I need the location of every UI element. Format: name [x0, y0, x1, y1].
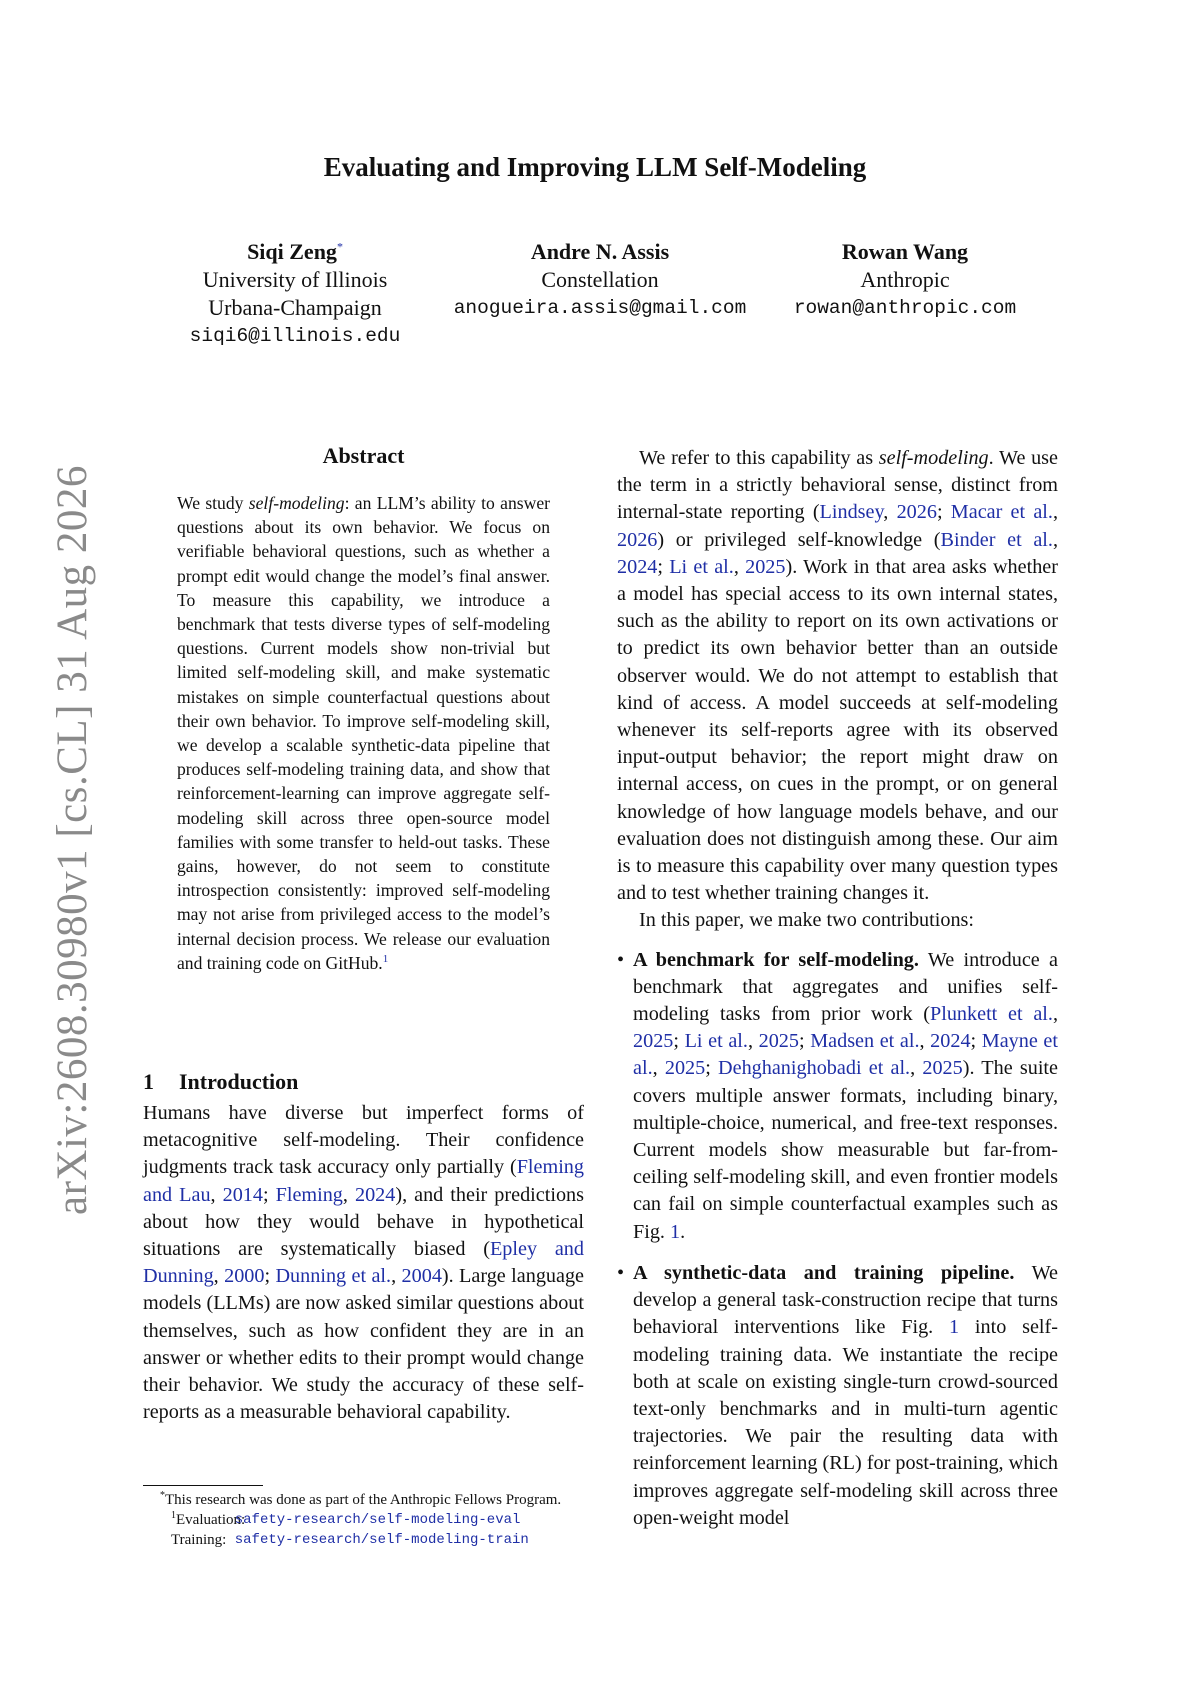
- citation-link[interactable]: Macar et al.: [950, 501, 1053, 524]
- footnotes: [143, 1490, 584, 1550]
- footnote-code-eval: $^1$Evaluation: safety-research/self-modeling-eval: [171, 1510, 521, 1528]
- footnote-link[interactable]: 1: [382, 953, 389, 965]
- section-title: Introduction: [179, 1069, 299, 1094]
- author-affiliation: Anthropic: [860, 267, 950, 292]
- emphasis-term: self-modeling: [248, 493, 345, 513]
- author-block-1: [160, 238, 430, 350]
- section-heading-introduction: [143, 1069, 298, 1095]
- abstract-heading: Abstract: [322, 443, 405, 468]
- figure-reference-link[interactable]: 1: [670, 1220, 681, 1243]
- citation-link[interactable]: Dehghanighobadi et al.: [718, 1057, 911, 1080]
- abstract-text: We study self-modeling: an LLM’s ability to answer questions about its own behavior. We focus on verifiable behavioral questions, such as whether a prompt edit would change the model’s final answer. To measure this capability, we introduce a benchmark that tests diverse types of self-modeling questions. Current models show non-trivial but limited self-modeling skill, and make systematic mistakes on simple counterfactual questions about their own behavior. To improve self-modeling skill, we develop a scalable synthetic-data pipeline that produces self-modeling training data, and show that reinforcement-learning can improve aggregate self-modeling skill across three open-source model families with some transfer to held-out tasks. These gains, however, do not seem to constitute introspection consistently: improved self-modeling may not arise from privileged access to the model’s internal decision process. We release our evaluation and training code on GitHub.$^1$: [177, 493, 550, 973]
- citation-link[interactable]: 2004: [401, 1265, 442, 1288]
- citation-link[interactable]: Madsen et al.: [810, 1030, 920, 1053]
- citation-link[interactable]: Li et al.: [684, 1030, 748, 1053]
- citation-link[interactable]: Fleming: [275, 1183, 343, 1206]
- paragraph-self-modeling-definition: We refer to this capability as self-modeling. We use the term in a strictly behavioral sense, distinct from internal-state reporting (Lindsey, 2026; Macar et al., 2026) or privileged self-knowledge (Binder et al., 2024; Li et al., 2025). Work in that area asks whether a model has special access to its own internal states, such as the ability to report on its own activations or to predict its own behavior better than an outside observer would. We do not attempt to establish that kind of access. A model succeeds at self-modeling whenever its self-reports agree with its observed input-output behavior; the report might draw on internal access, on cues in the prompt, or on general knowledge of how language models behave, and our evaluation does not distinguish among these. Our aim is to measure this capability over many question types and to test whether training changes it.: [617, 447, 1059, 905]
- arxiv-identifier: arXiv:2608.30980v1 [cs.CL] 31 Aug 2026: [49, 465, 96, 1215]
- citation-link[interactable]: 2024: [930, 1030, 971, 1053]
- paper-title: Evaluating and Improving LLM Self-Modeling: [323, 152, 867, 182]
- repo-link-eval[interactable]: safety-research/self-modeling-eval: [234, 1512, 521, 1528]
- citation-link[interactable]: Fleming and Lau: [143, 1156, 584, 1206]
- footnote-affiliation: *This research was done as part of the Anthropic Fellows Program.: [160, 1490, 562, 1508]
- author-affiliation-line2: Urbana-Champaign: [208, 295, 382, 320]
- footnote-divider: [143, 1485, 263, 1486]
- author-name: Siqi Zeng: [247, 239, 337, 264]
- citation-link[interactable]: Dunning et al.: [275, 1265, 392, 1288]
- citation-link[interactable]: Plunkett et al.: [930, 1003, 1053, 1026]
- citation-link[interactable]: 2024: [354, 1183, 396, 1206]
- emphasis-term: self-modeling: [878, 447, 989, 469]
- author-name: Andre N. Assis: [530, 239, 670, 264]
- citation-link[interactable]: 2025: [633, 1030, 674, 1053]
- repo-link-train[interactable]: safety-research/self-modeling-train: [234, 1532, 529, 1548]
- contribution-title: A benchmark for self-modeling.: [633, 948, 919, 971]
- footnote-code-train: Training: safety-research/self-modeling-train: [171, 1532, 529, 1548]
- author-name: Rowan Wang: [841, 239, 969, 264]
- citation-link[interactable]: 2014: [222, 1183, 263, 1206]
- citation-link[interactable]: Lindsey: [819, 501, 884, 524]
- intro-paragraph: Humans have diverse but imperfect forms of metacognitive self-modeling. Their confidence judgments track task accuracy only partially (Fleming and Lau, 2014; Fleming, 2024), and their predictions about how they would behave in hypothetical situations are systematically biased (Epley and Dunning, 2000; Dunning et al., 2004). Large language models (LLMs) are now asked similar questions about themselves, such as how confident they are in an answer or whether edits to their prompt would change their behavior. We study the accuracy of these self-reports as a measurable behavioral capability.: [143, 1102, 585, 1424]
- contribution-item-pipeline: • A synthetic-data and training pipeline. We develop a general task-construction recipe that turns behavioral interventions like Fig. 1 into self-modeling training data. We instantiate the recipe both at scale on existing single-turn crowd-sourced text-only benchmarks and in multi-turn agentic trajectories. We pair the resulting data with reinforcement learning (RL) for post-training, which improves aggregate self-modeling skill across three open-weight model: [617, 1260, 1058, 1532]
- author-block-3: [770, 238, 1040, 322]
- citation-link[interactable]: 2000: [224, 1265, 265, 1288]
- citation-link[interactable]: Epley and Dunning: [143, 1238, 584, 1288]
- citation-link[interactable]: 2025: [664, 1057, 706, 1080]
- contributions-list: [617, 947, 1058, 1532]
- author-affiliation: University of Illinois: [202, 267, 388, 292]
- citation-link[interactable]: Li et al.: [669, 555, 734, 578]
- citation-link[interactable]: 2024: [617, 555, 658, 578]
- citation-link[interactable]: Mayne et al.: [633, 1030, 1059, 1080]
- citation-link[interactable]: 2025: [745, 555, 786, 578]
- citation-link[interactable]: 2025: [922, 1057, 963, 1080]
- author-affiliation: Constellation: [541, 267, 659, 292]
- author-email: siqi6@illinois.edu: [189, 325, 401, 347]
- contribution-item-benchmark: • A benchmark for self-modeling. We introduce a benchmark that aggregates and unifies self-modeling tasks from prior work (Plunkett et al., 2025; Li et al., 2025; Madsen et al., 2024; Mayne et al., 2025; Dehghanighobadi et al., 2025). The suite covers multiple answer formats, including binary, multiple-choice, numerical, and free-text responses. Current models show measurable but far-from-ceiling self-modeling skill, and even frontier models can fail on simple counterfactual examples such as Fig. 1.: [617, 947, 1058, 1246]
- section-number: 1: [143, 1069, 154, 1094]
- figure-reference-link[interactable]: 1: [949, 1316, 960, 1339]
- contribution-title: A synthetic-data and training pipeline.: [633, 1261, 1015, 1284]
- citation-link[interactable]: 2025: [758, 1030, 799, 1053]
- author-email: anogueira.assis@gmail.com: [453, 297, 747, 319]
- paragraph-contributions-intro: In this paper, we make two contributions:: [639, 909, 975, 932]
- right-column: [617, 445, 1058, 1546]
- author-footnote-mark[interactable]: *: [336, 239, 343, 254]
- citation-link[interactable]: 2026: [896, 501, 937, 524]
- author-block-2: [440, 238, 760, 322]
- author-email: rowan@anthropic.com: [793, 297, 1017, 319]
- citation-link[interactable]: 2026: [617, 528, 658, 551]
- citation-link[interactable]: Binder et al.: [940, 528, 1053, 551]
